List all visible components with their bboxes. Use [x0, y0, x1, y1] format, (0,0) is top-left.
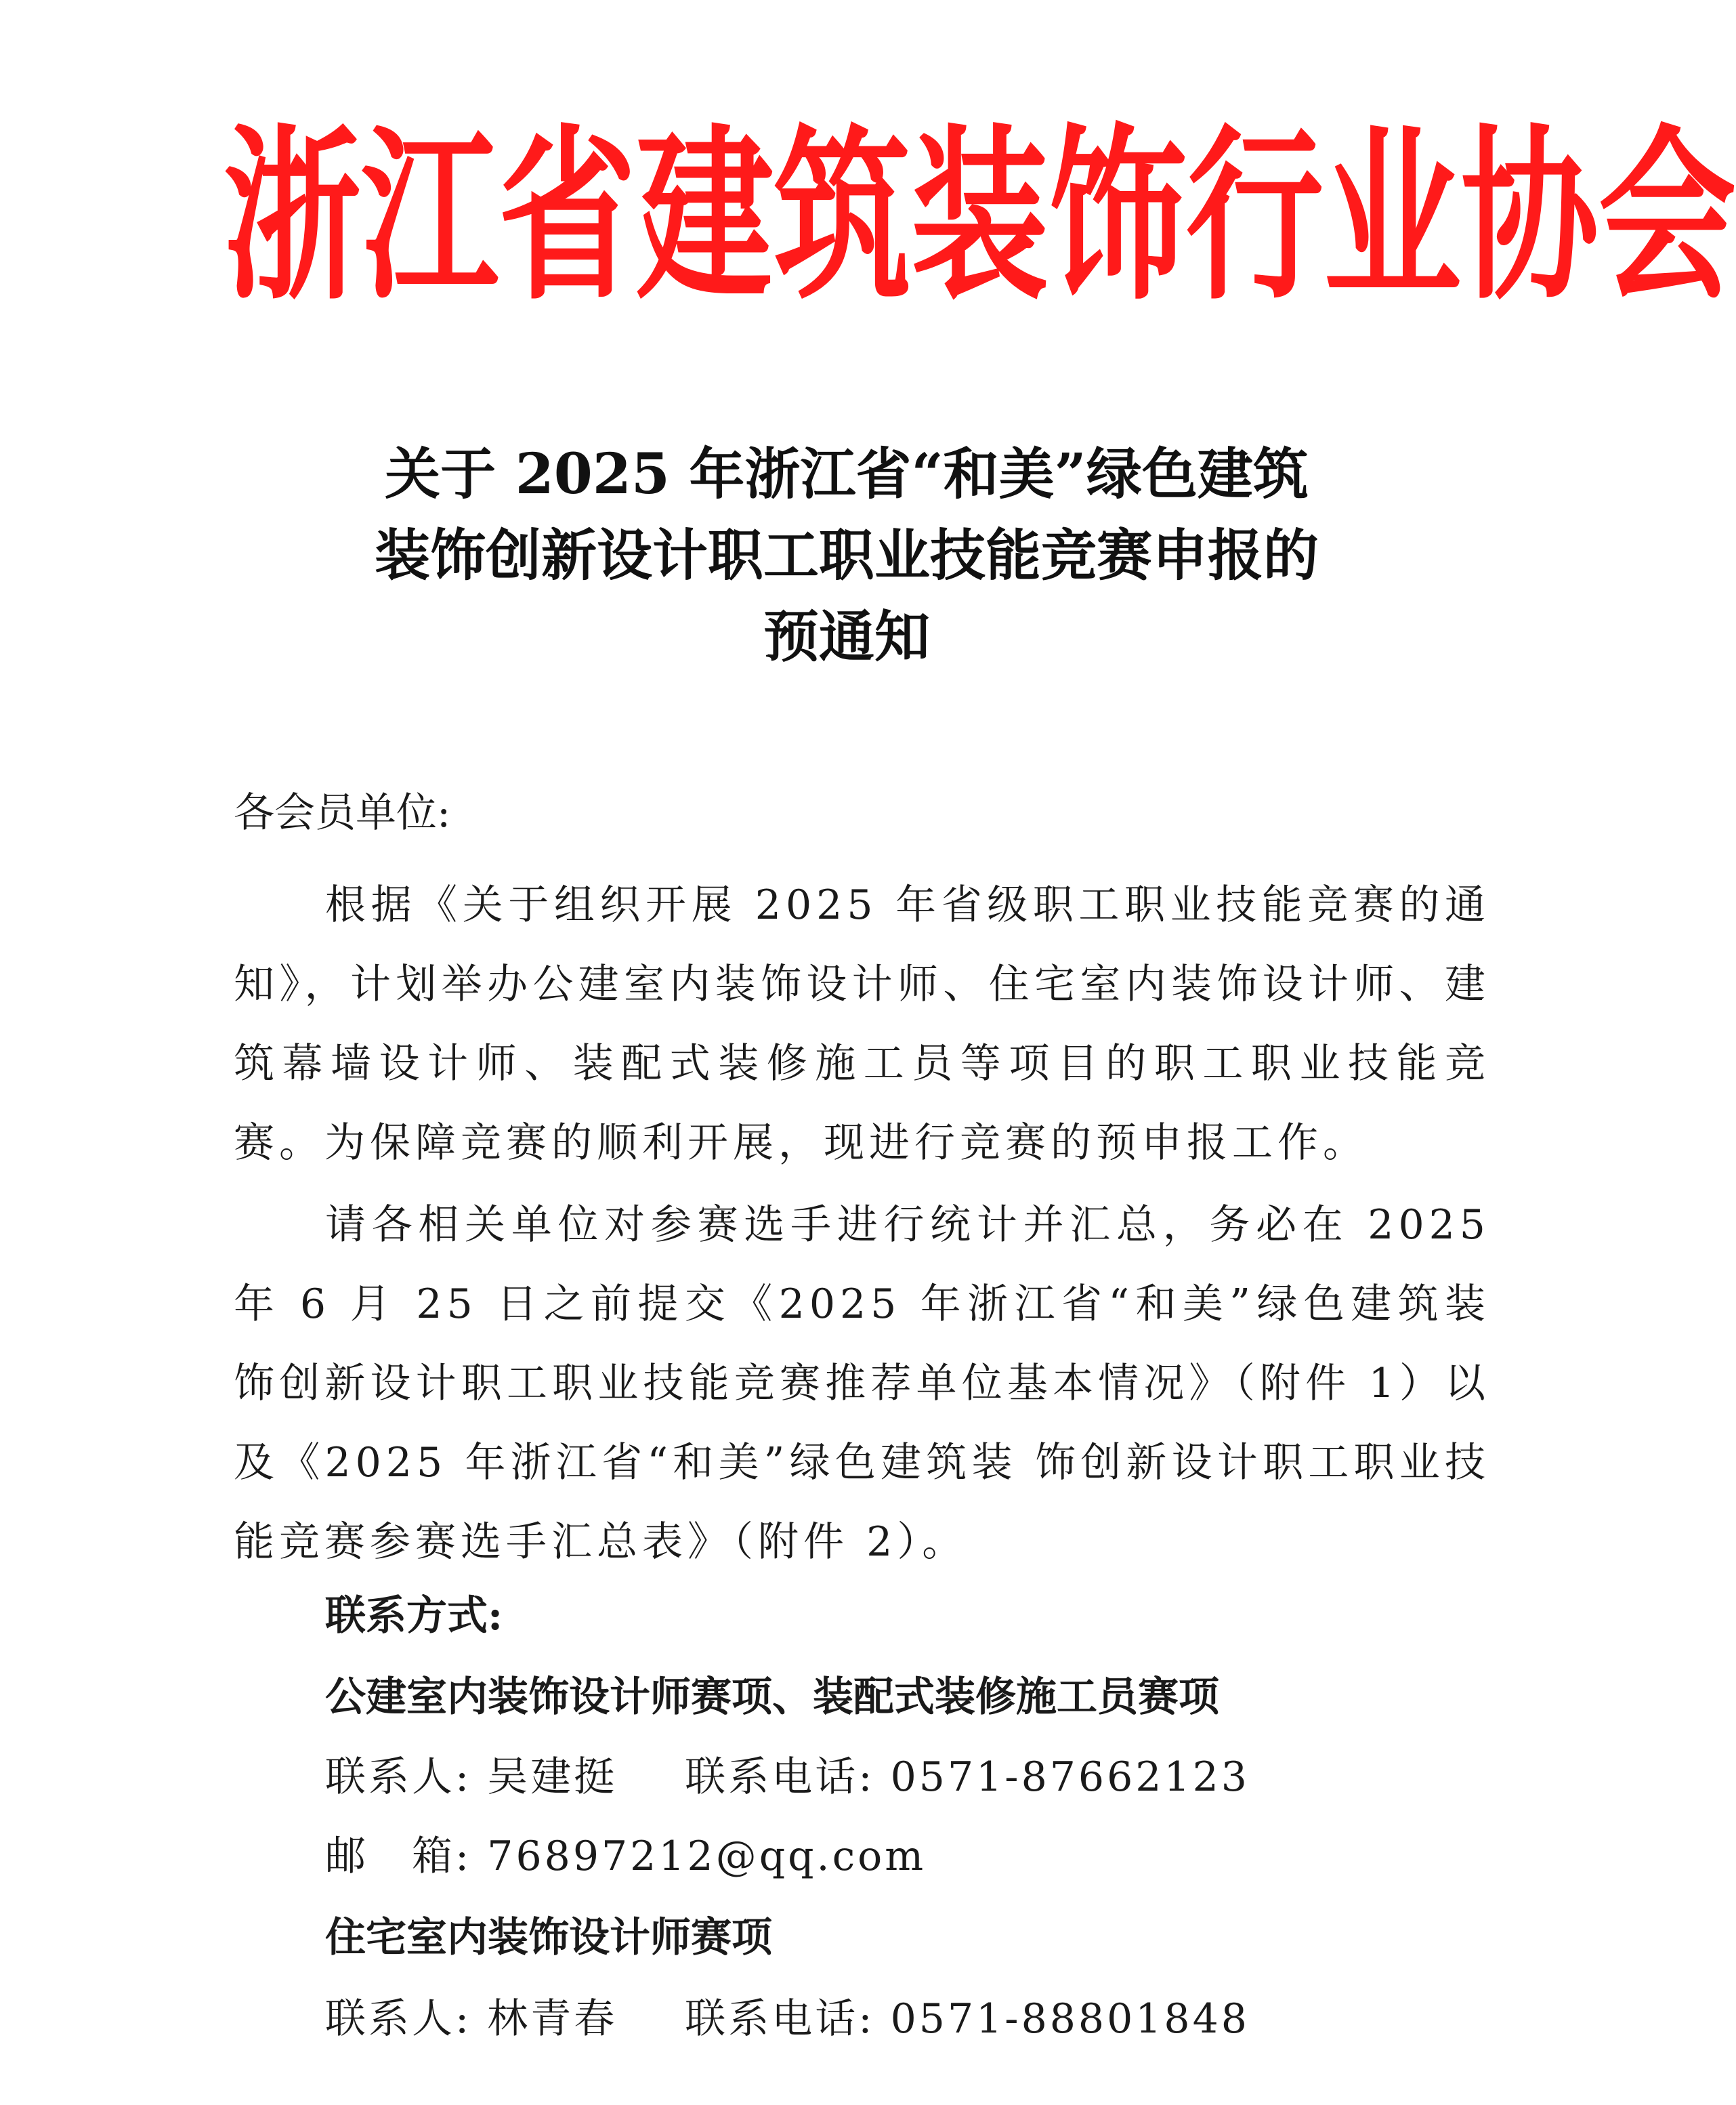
salutation: 各会员单位: [234, 789, 451, 837]
contact-person-label: 联系人: [325, 1753, 488, 1801]
contact-person-name: 林青春 [487, 1995, 618, 2043]
contact-person-name: 吴建挺 [487, 1753, 618, 1801]
contact-phone-label: 联系电话: [685, 1753, 891, 1801]
paragraph-1: 根据《关于组织开展 2025 年省级职工职业技能竞赛的通知》，计划举办公建室内装饰设计师、住宅室内装饰设计师、建筑幕墙设计师、装配式装修施工员等项目的职工职业技能竞赛。为保障竞赛的顺利开展，现进行竞赛的预申报工作。 [234, 881, 1490, 1167]
title-line-1: 关于 2025 年浙江省“和美”绿色建筑 [385, 442, 1309, 507]
contact-group-1-person-row [325, 1743, 1477, 1811]
letterhead [224, 102, 1736, 332]
contact-group-2-title: 住宅室内装饰设计师赛项 [325, 1914, 772, 1961]
contact-group-1-email-row [325, 1822, 1477, 1890]
letterhead-org-name: 浙江省建筑装饰行业协会 [224, 108, 1736, 325]
document-title [203, 434, 1490, 678]
title-line-2: 装饰创新设计职工职业技能竞赛申报的 [374, 523, 1319, 588]
contact-phone-number: 0571-87662123 [890, 1753, 1250, 1801]
contact-phone-label: 联系电话: [685, 1995, 891, 2043]
contact-phone-number: 0571-88801848 [890, 1995, 1250, 2043]
paragraph-2: 请各相关单位对参赛选手进行统计并汇总，务必在 2025 年 6 月 25 日之前提交《2025 年浙江省“和美”绿色建筑装饰创新设计职工职业技能竞赛推荐单位基本情况》（附件 1）以及《2025 年浙江省“和美”绿色建筑装 饰创新设计职工职业技能竞赛参赛选手汇总表》（附件 2）。 [234, 1201, 1490, 1566]
contact-heading: 联系方式: [325, 1592, 503, 1640]
title-line-3: 预通知 [763, 604, 930, 669]
contact-group-1-title: 公建室内装饰设计师赛项、装配式装修施工员赛项 [325, 1673, 1219, 1721]
contact-email-label: 邮 箱: [325, 1833, 488, 1880]
contact-group-2-person-row [325, 1985, 1477, 2053]
contact-email-address: 76897212@qq.com [487, 1833, 927, 1880]
contact-person-label: 联系人: [325, 1995, 488, 2043]
